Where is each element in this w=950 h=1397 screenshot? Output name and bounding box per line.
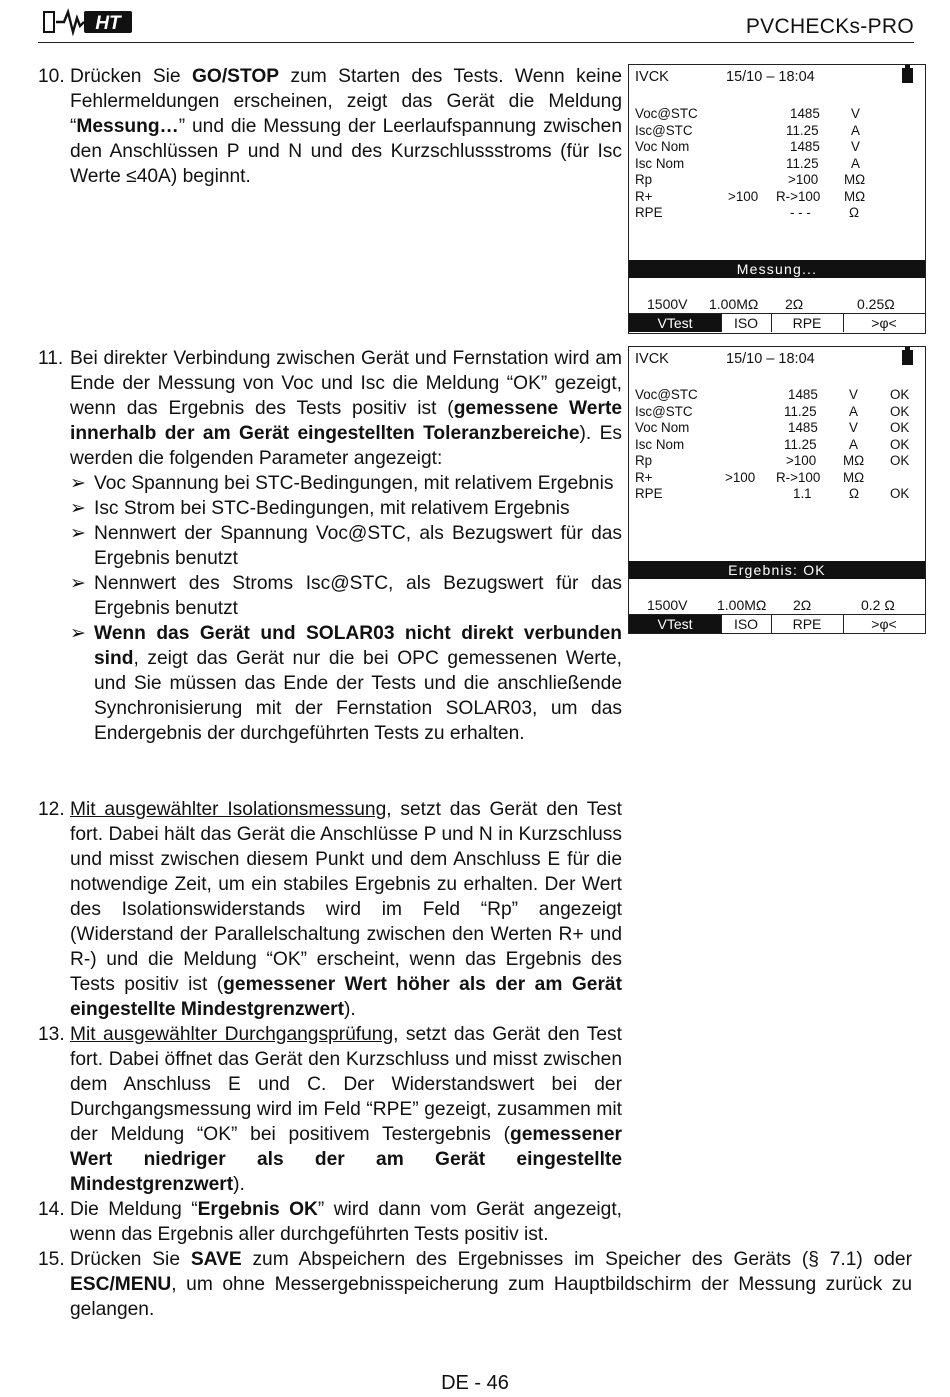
softkey-bar xyxy=(629,614,925,633)
row-value: R->100 xyxy=(776,188,821,204)
row-result: OK xyxy=(890,486,910,501)
screen-datetime: 15/10 – 18:04 xyxy=(726,351,815,367)
setting-voltage: 1500V xyxy=(647,597,688,613)
messung-message: Messung… xyxy=(76,116,179,137)
step-text-bold: gemessener Wert niedriger als der am Gerät eingestellte Mindestgrenzwert xyxy=(70,1124,622,1195)
row-unit: V xyxy=(851,139,860,154)
arrow-bullet-icon: ➢ xyxy=(70,623,87,644)
measurement-row xyxy=(635,486,919,503)
parameter-list xyxy=(38,471,622,746)
row-value: 1485 xyxy=(788,420,818,435)
screen-mode: IVCK xyxy=(635,69,669,85)
row-label: Voc@STC xyxy=(635,106,698,121)
setting-iso-limit: 1.00MΩ xyxy=(709,296,759,312)
row-value: 11.25 xyxy=(786,122,819,138)
row-label: Isc@STC xyxy=(635,403,693,419)
step-10 xyxy=(38,64,622,189)
insulation-measure-label: Mit ausgewählter Isolationsmessung xyxy=(70,799,387,820)
measurement-rows xyxy=(635,387,919,503)
screen-mode: IVCK xyxy=(635,351,669,367)
steps-12-14 xyxy=(38,797,622,1247)
less-equal-symbol: ≤ xyxy=(126,166,137,187)
step-text: zum Starten des Tests. Wenn keine Fehlermeldungen erscheinen, zeigt das Gerät die Meldung “ xyxy=(70,66,622,137)
row-label: R+ xyxy=(635,469,653,485)
setting-continuity: 0.2 Ω xyxy=(861,597,895,613)
setting-continuity: 0.25Ω xyxy=(857,296,895,312)
row-unit: A xyxy=(851,122,860,138)
arrow-bullet-icon: ➢ xyxy=(70,523,87,544)
row-result: OK xyxy=(890,387,910,402)
row-extra: >100 xyxy=(728,188,759,204)
setting-voltage: 1500V xyxy=(647,296,688,312)
measurement-row xyxy=(635,172,919,189)
step-text: , setzt das Gerät den Test fort. Dabei öffnet das Gerät den Kurzschluss und misst zwischen dem Anschluss E und C. Der Widerstandswert bei der Durchgangsmessung wird im Feld “RPE” gezeigt, zusammen mit der Meldung “OK” bei positivem Testergebnis ( xyxy=(70,1024,622,1145)
list-item xyxy=(70,496,622,521)
softkey-continuity[interactable]: >φ< xyxy=(871,315,897,331)
list-item xyxy=(70,471,622,496)
measurement-row xyxy=(635,387,919,404)
setting-iso-limit: 1.00MΩ xyxy=(717,597,767,613)
softkey-vtest[interactable]: VTest xyxy=(629,615,722,633)
step-11 xyxy=(38,346,622,746)
measurement-row xyxy=(635,156,919,173)
arrow-bullet-icon: ➢ xyxy=(70,473,87,494)
list-item xyxy=(70,521,622,571)
step-text: 40A) beginnt. xyxy=(136,166,251,187)
step-15 xyxy=(38,1247,912,1322)
arrow-bullet-icon: ➢ xyxy=(70,573,87,594)
ht-logo-icon xyxy=(42,8,134,36)
measurement-row xyxy=(635,470,919,487)
measurement-row xyxy=(635,205,919,222)
row-label: Rp xyxy=(635,453,653,468)
battery-icon xyxy=(902,350,913,365)
step-text: , setzt das Gerät den Test fort. Dabei hält das Gerät die Anschlüsse P und N in Kurzschluss und misst zwischen diesem Punkt und dem Anschluss E für die notwendige Zeit, um ein stabiles Ergebnis zu erhalten. Der Wert des Isolationswiderstands wird im Feld “Rp” angezeigt (Widerstand der Parallelschaltung zwischen den Werten R+ und R-) und die Meldung “OK” erscheint, wenn das Ergebnis des Tests positiv ist ( xyxy=(70,799,622,995)
battery-icon xyxy=(902,68,913,83)
step-text-bold: gemessener Wert höher als der am Gerät eingestellte Mindestgrenzwert xyxy=(70,974,622,1020)
row-label: Rp xyxy=(635,172,653,187)
measurement-row xyxy=(635,123,919,140)
step-text: ). xyxy=(344,999,356,1020)
row-unit: A xyxy=(851,155,860,171)
step-text: , um ohne Messergebnisspeicherung zum Hauptbildschirm der Messung zurück zu gelangen. xyxy=(70,1274,912,1320)
instrument-screen-measuring xyxy=(628,64,926,334)
step-text: Drücken Sie xyxy=(70,1249,191,1270)
row-label: Voc Nom xyxy=(635,420,690,435)
row-unit: MΩ xyxy=(843,453,865,468)
step-number: 13. xyxy=(38,1024,65,1045)
row-result: OK xyxy=(890,420,910,435)
step-number: 12. xyxy=(38,799,65,820)
row-label: RPE xyxy=(635,205,663,220)
row-value: 11.25 xyxy=(786,155,819,171)
step-text: ” wird dann vom Gerät angezeigt, wenn das Ergebnis aller durchgeführten Tests positiv ist. xyxy=(70,1199,622,1245)
page-header xyxy=(38,6,914,43)
row-label: Isc@STC xyxy=(635,122,693,138)
step-number: 15. xyxy=(38,1249,65,1270)
row-unit: Ω xyxy=(849,486,860,501)
step-text: ). Es werden die folgenden Parameter angezeigt: xyxy=(70,423,622,469)
row-value: 11.25 xyxy=(784,436,817,452)
list-item-text: Voc Spannung bei STC-Bedingungen, mit relativem Ergebnis xyxy=(94,473,614,494)
row-label: RPE xyxy=(635,486,663,501)
row-result: OK xyxy=(890,453,910,468)
row-value: - - - xyxy=(790,205,811,220)
row-value: 11.25 xyxy=(784,403,817,419)
list-item-text: Nennwert der Spannung Voc@STC, als Bezugswert für das Ergebnis benutzt xyxy=(94,523,622,569)
list-item xyxy=(70,571,622,621)
list-item-text: , zeigt das Gerät nur die bei OPC gemessenen Werte, und Sie müssen das Ende der Tests und die anschließende Synchronisierung mit der Fernstation SOLAR03, um das Endergebnis der durchgeführten Tests zu erhalten. xyxy=(94,648,622,744)
step-text: zum Abspeichern des Ergebnisses im Speicher des Geräts (§ 7.1) oder xyxy=(241,1249,912,1270)
status-bar: Ergebnis: OK xyxy=(629,561,925,579)
row-unit: MΩ xyxy=(843,469,865,485)
arrow-bullet-icon: ➢ xyxy=(70,498,87,519)
measurement-row xyxy=(635,437,919,454)
softkey-rpe[interactable]: RPE xyxy=(771,314,844,332)
screen-datetime: 15/10 – 18:04 xyxy=(726,69,815,85)
step-number: 10. xyxy=(38,66,65,87)
logo-text: HT xyxy=(95,13,121,34)
list-item-text: Nennwert des Stroms Isc@STC, als Bezugswert für das Ergebnis benutzt xyxy=(94,573,622,619)
softkey-iso[interactable]: ISO xyxy=(721,615,772,633)
step-12 xyxy=(38,797,622,1022)
go-stop-key: GO/STOP xyxy=(192,66,280,87)
page-number: DE - 46 xyxy=(441,1372,509,1394)
measurement-row xyxy=(635,139,919,156)
row-value: 1.1 xyxy=(793,486,812,501)
measurement-row xyxy=(635,453,919,470)
row-unit: A xyxy=(849,436,858,452)
list-item-text: Isc Strom bei STC-Bedingungen, mit relativem Ergebnis xyxy=(94,498,570,519)
list-item-text-bold: Wenn das Gerät und SOLAR03 nicht direkt verbunden sind xyxy=(94,623,622,669)
step-text-bold: Ergebnis OK xyxy=(197,1199,318,1220)
row-unit: V xyxy=(849,387,858,402)
row-value: 1485 xyxy=(790,139,820,154)
softkey-vtest[interactable]: VTest xyxy=(629,314,722,332)
row-unit: MΩ xyxy=(844,172,866,187)
step-text: ” und die Messung der Leerlaufspannung zwischen den Anschlüssen P und N und des Kurzschlussstroms (für Isc Werte xyxy=(70,116,622,187)
measurement-row xyxy=(635,106,919,123)
step-text: Die Meldung “ xyxy=(70,1199,198,1220)
step-number: 14. xyxy=(38,1199,65,1220)
row-result: OK xyxy=(890,403,910,419)
setting-rpe-limit: 2Ω xyxy=(785,296,804,312)
esc-menu-key: ESC/MENU xyxy=(70,1274,172,1295)
step-14 xyxy=(38,1197,622,1247)
list-item xyxy=(70,621,622,746)
row-value: 1485 xyxy=(788,387,818,402)
measurement-row xyxy=(635,404,919,421)
step-text: Drücken Sie xyxy=(70,66,192,87)
step-13 xyxy=(38,1022,622,1197)
row-label: Isc Nom xyxy=(635,155,685,171)
instrument-screen-result xyxy=(628,346,926,634)
measurement-row xyxy=(635,420,919,437)
measurement-row xyxy=(635,189,919,206)
row-value: 1485 xyxy=(790,106,820,121)
row-unit: MΩ xyxy=(844,188,866,204)
setting-rpe-limit: 2Ω xyxy=(793,597,812,613)
settings-row xyxy=(629,295,925,313)
step-text: Bei direkter Verbindung zwischen Gerät und Fernstation wird am Ende der Messung von Voc und Isc die Meldung “OK” gezeigt, wenn das Ergebnis des Tests positiv ist ( xyxy=(70,348,622,419)
settings-row xyxy=(629,596,925,614)
row-value: >100 xyxy=(788,172,819,187)
document-title: PVCHECKs-PRO xyxy=(745,15,914,38)
row-label: Voc Nom xyxy=(635,139,690,154)
row-unit: Ω xyxy=(849,205,860,220)
softkey-bar xyxy=(629,313,925,332)
softkey-rpe[interactable]: RPE xyxy=(771,615,844,633)
row-unit: V xyxy=(849,420,858,435)
row-extra: >100 xyxy=(725,469,756,485)
measurement-rows xyxy=(635,106,919,222)
row-value: >100 xyxy=(786,453,817,468)
row-value: R->100 xyxy=(776,469,821,485)
row-unit: A xyxy=(849,403,858,419)
row-label: Isc Nom xyxy=(635,436,685,452)
softkey-continuity[interactable]: >φ< xyxy=(871,616,897,632)
continuity-test-label: Mit ausgewählter Durchgangsprüfung xyxy=(70,1024,394,1045)
row-label: R+ xyxy=(635,188,653,204)
step-text: ). xyxy=(233,1174,245,1195)
row-result: OK xyxy=(890,436,910,452)
save-key: SAVE xyxy=(190,1249,242,1270)
step-text-bold: gemessene Werte innerhalb der am Gerät eingestellten Toleranzbereiche xyxy=(70,398,623,444)
softkey-iso[interactable]: ISO xyxy=(721,314,772,332)
status-bar: Messung... xyxy=(629,260,925,278)
row-unit: V xyxy=(851,106,860,121)
row-label: Voc@STC xyxy=(635,387,698,402)
step-number: 11. xyxy=(38,348,64,369)
